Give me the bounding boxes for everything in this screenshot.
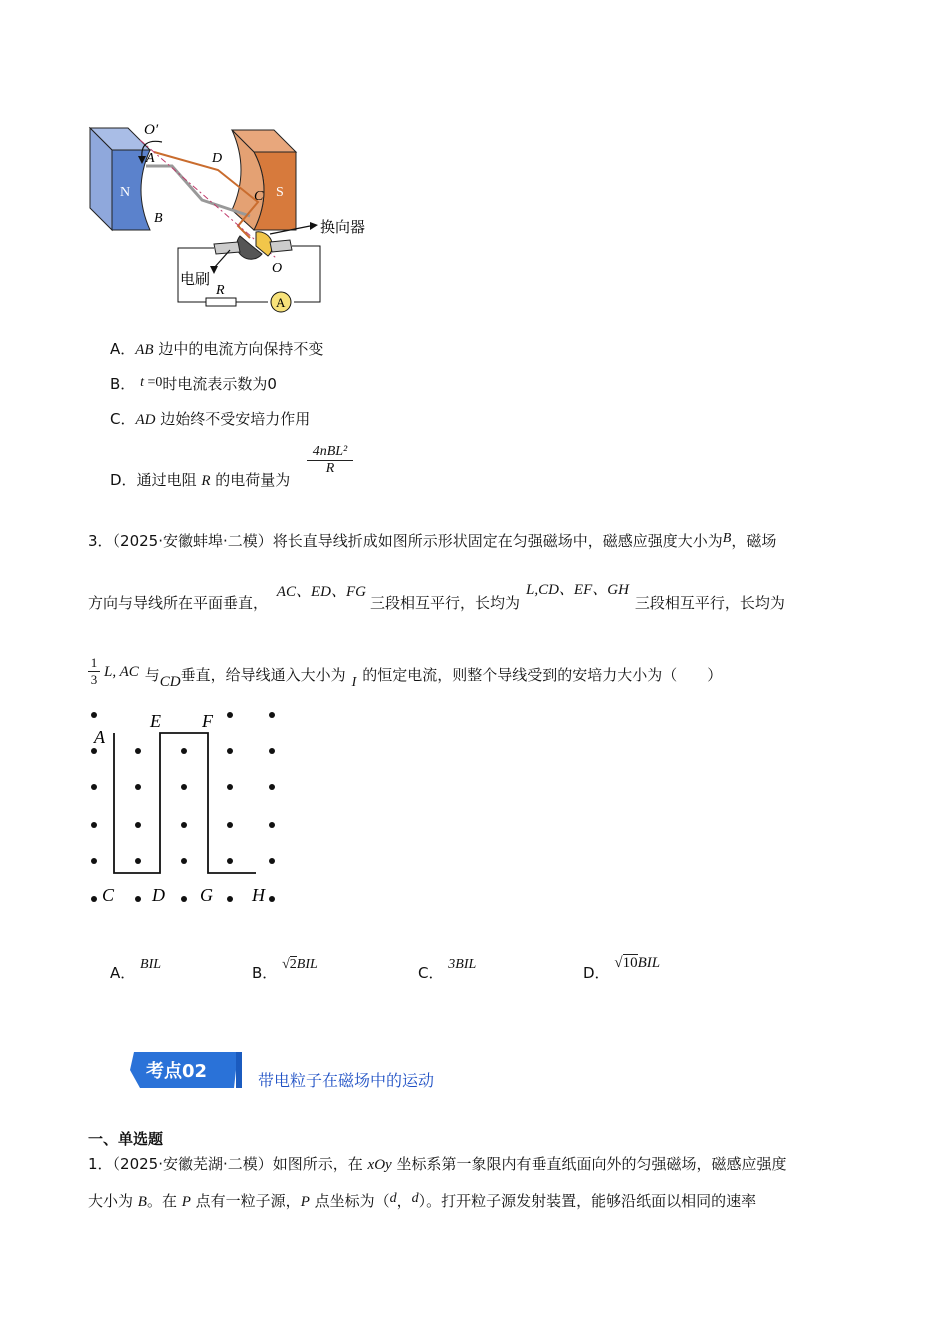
q3-option-d[interactable] — [583, 955, 661, 982]
question-text: 三段相互平行，长均为 — [369, 594, 520, 612]
question-var: d — [411, 1191, 419, 1206]
field-dot — [181, 748, 187, 754]
field-dot — [181, 784, 187, 790]
wire-label-f: F — [202, 711, 213, 731]
field-dot — [227, 712, 233, 718]
question-text: 点坐标为（ — [309, 1192, 390, 1210]
option-var: R — [201, 473, 211, 489]
wire-label-c: C — [102, 885, 115, 905]
question-var: I — [351, 675, 357, 690]
question-var: AC、ED、FG — [276, 584, 366, 600]
field-dot — [269, 784, 275, 790]
commutator-pointer-head — [310, 222, 318, 230]
field-dot — [135, 858, 141, 864]
wire-label-a: A — [94, 727, 105, 747]
field-dot — [181, 896, 187, 902]
q3-option-a[interactable] — [110, 957, 162, 982]
sqrt-radicand: 10 — [622, 955, 638, 971]
question-text: 的恒定电流，则整个导线受到的安培力大小为（ ） — [362, 666, 723, 684]
question-text: 与 — [144, 666, 160, 684]
section-badge — [130, 1050, 245, 1090]
question-text: 将长直导线折成如图所示形状固定在匀强磁场中，磁感应强度大小为 — [272, 532, 723, 550]
wire-path — [114, 733, 256, 873]
field-dot — [135, 748, 141, 754]
resistor — [206, 298, 236, 306]
q1-line-2 — [88, 1190, 756, 1211]
option-letter: A． — [110, 340, 136, 358]
field-dot — [91, 896, 97, 902]
question-text: ， — [396, 1192, 412, 1210]
brush-right — [270, 240, 292, 252]
q3-fraction — [88, 655, 100, 688]
option-var: AD — [135, 412, 156, 428]
q1-line-1 — [88, 1153, 786, 1174]
option-letter: C． — [110, 410, 136, 428]
option-text: 时电流表示数为0 — [162, 375, 277, 393]
field-dot — [227, 896, 233, 902]
wire-figure — [80, 705, 290, 915]
field-dot — [91, 858, 97, 864]
field-dot — [91, 712, 97, 718]
brush-left — [214, 242, 240, 254]
question-text: 大小为 — [88, 1192, 138, 1210]
sqrt-icon: √10 — [614, 955, 638, 971]
label-a: A — [146, 151, 155, 166]
wire-label-h: H — [252, 885, 265, 905]
option-letter: B． — [110, 375, 136, 393]
field-dot — [227, 748, 233, 754]
sqrt-icon: √2 — [282, 957, 297, 972]
q2-option-b[interactable] — [110, 373, 277, 394]
field-dot — [227, 784, 233, 790]
label-r: R — [216, 283, 225, 298]
option-math: =0 — [143, 375, 163, 390]
question-number: 3． — [88, 532, 113, 550]
north-pole-label: N — [120, 185, 131, 200]
fraction-denominator: 3 — [90, 672, 98, 687]
field-dot — [181, 858, 187, 864]
wire-label-g: G — [200, 885, 213, 905]
option-expr: BIL — [637, 955, 661, 971]
question-var: xOy — [367, 1157, 392, 1173]
question-text: ，磁场 — [731, 532, 777, 550]
question-text: 。在 — [146, 1192, 182, 1210]
wire-label-d: D — [152, 885, 165, 905]
option-text-2: 的电荷量为 — [210, 471, 291, 489]
question-var: L, AC — [104, 664, 139, 680]
question-text: 三段相互平行，长均为 — [634, 594, 785, 612]
ammeter-label: A — [276, 295, 286, 310]
label-c: C — [254, 189, 264, 204]
question-text: 方向与导线所在平面垂直， — [88, 594, 269, 612]
label-brush: 电刷 — [180, 270, 211, 288]
fraction-numerator: 4nBL² — [312, 444, 348, 459]
question-var: B — [722, 531, 732, 546]
field-dot — [135, 822, 141, 828]
sqrt-radicand: 2 — [289, 957, 297, 972]
fraction-numerator: 1 — [90, 655, 98, 670]
field-dot — [227, 822, 233, 828]
option-expr: BIL — [140, 957, 162, 972]
q3-line-2 — [88, 582, 785, 613]
field-dot — [135, 896, 141, 902]
label-commutator: 换向器 — [320, 218, 366, 236]
option-letter: B． — [252, 964, 278, 982]
q3-line-1 — [88, 530, 776, 551]
question-var: P — [181, 1194, 191, 1210]
brush-pointer-head — [210, 266, 218, 274]
question-text: ）。打开粒子源发射装置，能够沿纸面以相同的速率 — [418, 1192, 757, 1210]
q2-option-d-fraction — [307, 444, 353, 477]
option-var: t — [140, 375, 144, 390]
option-letter: C． — [418, 964, 444, 982]
option-expr: 3BIL — [448, 957, 477, 972]
field-dot — [91, 784, 97, 790]
question-var: d — [389, 1191, 397, 1206]
option-expr: BIL — [296, 957, 318, 972]
question-var: L,CD、EF、GH — [525, 582, 629, 598]
wire-label-e: E — [150, 711, 161, 731]
part-heading: 一、单选题 — [88, 1130, 164, 1148]
option-letter: D． — [583, 964, 610, 982]
field-dot — [269, 858, 275, 864]
field-dot — [269, 712, 275, 718]
motor-figure — [80, 118, 380, 313]
question-text: 坐标系第一象限内有垂直纸面向外的匀强磁场，磁感应强度 — [391, 1155, 787, 1173]
field-dot — [91, 748, 97, 754]
fraction-denominator: R — [325, 461, 335, 476]
field-dot — [181, 822, 187, 828]
q2-option-c[interactable] — [110, 408, 310, 429]
question-text: 点有一粒子源， — [190, 1192, 301, 1210]
question-var: P — [300, 1194, 310, 1210]
option-letter: D． — [110, 471, 137, 489]
label-b: B — [154, 211, 163, 226]
question-text: 垂直，给导线通入大小为 — [180, 666, 346, 684]
badge-label: 考点02 — [146, 1061, 208, 1082]
question-source: （2025·安徽芜湖·二模） — [112, 1155, 273, 1173]
q3-line-3 — [104, 664, 723, 690]
field-dot — [91, 822, 97, 828]
question-var: B — [137, 1194, 147, 1210]
field-dot — [269, 748, 275, 754]
question-source: （2025·安徽蚌埠·二模） — [112, 532, 273, 550]
option-text: 边中的电流方向保持不变 — [153, 340, 324, 358]
label-o-prime: O′ — [144, 122, 159, 138]
label-o: O — [272, 261, 283, 276]
q3-option-b[interactable] — [252, 957, 318, 982]
field-dot — [269, 822, 275, 828]
question-text: 如图所示，在 — [272, 1155, 368, 1173]
option-text: 边始终不受安培力作用 — [155, 410, 311, 428]
field-dot — [227, 858, 233, 864]
q3-option-c[interactable] — [418, 957, 477, 982]
label-d: D — [212, 151, 223, 166]
field-dot — [135, 784, 141, 790]
section-title: 带电粒子在磁场中的运动 — [258, 1071, 435, 1090]
north-pole-front — [112, 150, 150, 230]
option-letter: A． — [110, 964, 136, 982]
badge-bar — [236, 1052, 242, 1088]
south-pole-label: S — [276, 185, 284, 200]
field-dot — [269, 896, 275, 902]
option-text: 通过电阻 — [136, 471, 202, 489]
circuit-wire-3 — [292, 246, 320, 302]
question-var: CD — [159, 674, 181, 690]
q2-option-a[interactable] — [110, 338, 323, 359]
option-var: AB — [135, 342, 154, 358]
question-number: 1． — [88, 1155, 113, 1173]
q2-option-d[interactable] — [110, 469, 290, 490]
